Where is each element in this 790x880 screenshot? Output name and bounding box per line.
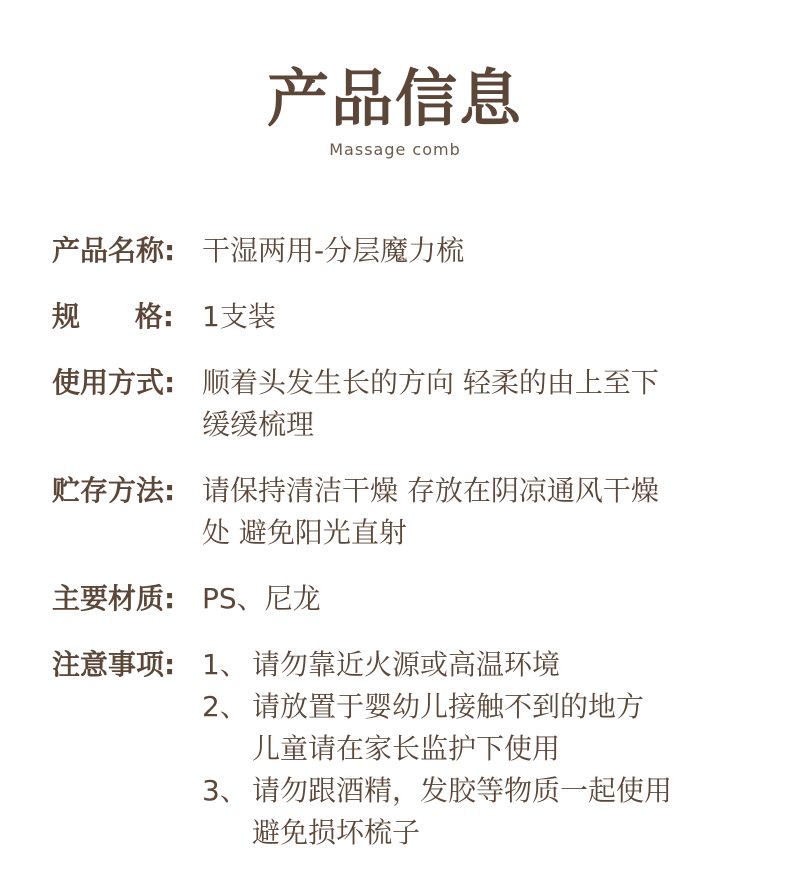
spec-label [52, 296, 202, 338]
note-number: 3、 [202, 774, 248, 807]
note-item-2 [202, 686, 752, 770]
row-storage [52, 470, 752, 554]
material-label: 主要材质: [52, 582, 176, 615]
page-subtitle: Massage comb [329, 140, 461, 159]
storage-label: 贮存方法: [52, 474, 176, 507]
notes-value [202, 644, 752, 854]
spec-label-last: 格: [134, 300, 174, 333]
note-number: 2、 [202, 690, 248, 723]
row-spec [52, 296, 752, 338]
note-line: 请勿靠近火源或高温环境 [252, 648, 561, 681]
product-name-label: 产品名称: [52, 234, 176, 267]
note-line: 请放置于婴幼儿接触不到的地方 [252, 690, 645, 723]
note-line: 请勿跟酒精，发胶等物质一起使用 [252, 774, 673, 807]
material-value [202, 578, 752, 620]
spec-line: 1支装 [202, 300, 276, 333]
product-name-value [202, 230, 752, 272]
page-title: 产品信息 [266, 62, 523, 135]
storage-value [202, 470, 752, 554]
note-item-1 [202, 644, 752, 686]
row-usage [52, 362, 752, 446]
spec-label-first: 规 [52, 300, 81, 333]
storage-line-1: 请保持清洁干燥 存放在阴凉通风干燥 [202, 474, 659, 507]
storage-line-2: 处 避免阳光直射 [202, 516, 407, 549]
header [0, 62, 790, 159]
usage-line-1: 顺着头发生长的方向 轻柔的由上至下 [202, 366, 659, 399]
row-notes [52, 644, 752, 854]
note-line: 儿童请在家长监护下使用 [252, 732, 561, 765]
note-line: 避免损坏梳子 [252, 816, 421, 849]
notes-label: 注意事项: [52, 648, 176, 681]
row-material [52, 578, 752, 620]
product-name-line: 干湿两用-分层魔力梳 [202, 234, 465, 267]
row-product-name [52, 230, 752, 272]
usage-line-2: 缓缓梳理 [202, 408, 315, 441]
usage-label: 使用方式: [52, 366, 176, 399]
note-number: 1、 [202, 648, 248, 681]
note-item-3 [202, 770, 752, 854]
spec-value [202, 296, 752, 338]
usage-value [202, 362, 752, 446]
material-line: PS、尼龙 [202, 582, 321, 615]
product-info-list [52, 230, 752, 878]
